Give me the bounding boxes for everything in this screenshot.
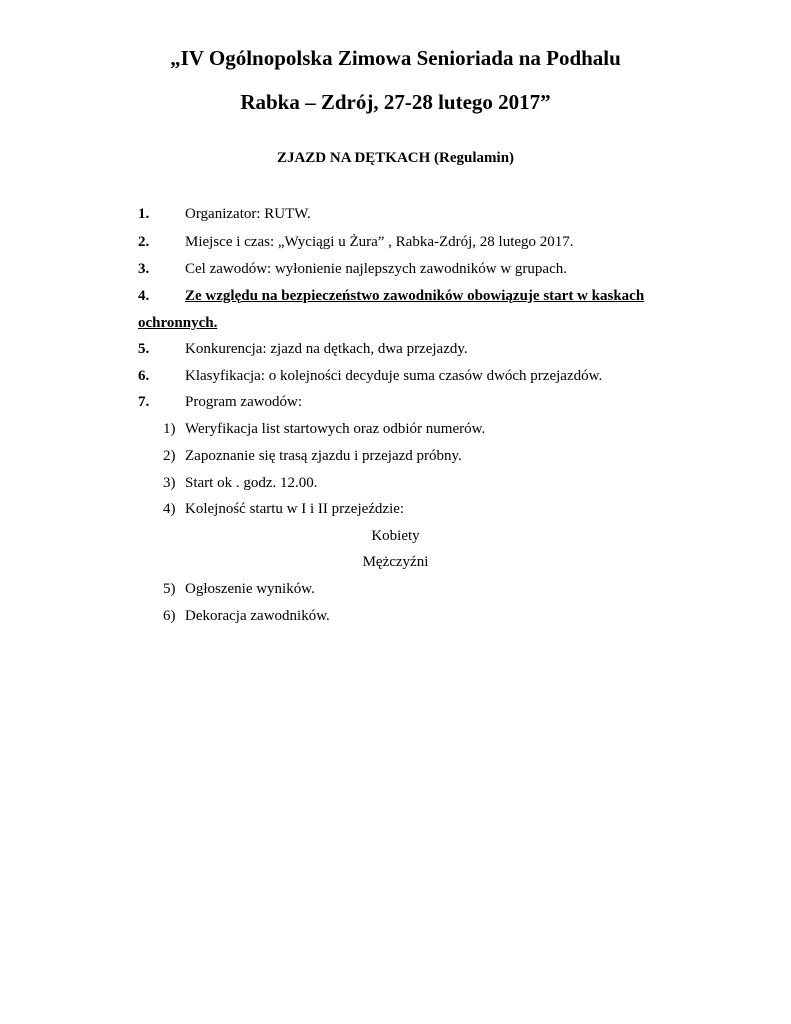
document-title-line2: Rabka – Zdrój, 27-28 lutego 2017” <box>240 90 551 114</box>
item-text: Organizator: RUTW. <box>185 206 311 222</box>
program-item-text: Kolejność startu w I i II przejeździe: <box>185 501 405 517</box>
program-item-number: 1) <box>163 421 176 437</box>
item-number: 6. <box>138 368 150 384</box>
item-number: 2. <box>138 234 150 250</box>
start-order-women: Kobiety <box>371 528 420 544</box>
program-item-number: 4) <box>163 501 176 517</box>
program-item-number: 2) <box>163 448 176 464</box>
program-item-text: Dekoracja zawodników. <box>185 608 330 624</box>
program-item-number: 3) <box>163 475 176 491</box>
item-text-safety-notice: Ze względu na bezpieczeństwo zawodników obowiązuje start w kaskach <box>185 288 645 304</box>
program-item-number: 5) <box>163 581 176 597</box>
program-item-text: Ogłoszenie wyników. <box>185 581 315 597</box>
item-text: Program zawodów: <box>185 394 303 410</box>
start-order-men: Mężczyźni <box>362 554 429 570</box>
item-number: 4. <box>138 288 150 304</box>
item-text: Miejsce i czas: „Wyciągi u Żura” , Rabka-Zdrój, 28 lutego 2017. <box>185 234 574 250</box>
program-item-text: Zapoznanie się trasą zjazdu i przejazd próbny. <box>185 448 462 464</box>
item-number: 5. <box>138 341 150 357</box>
program-item-text: Start ok . godz. 12.00. <box>185 475 318 491</box>
item-text-safety-notice-continuation: ochronnych. <box>138 315 218 331</box>
item-number: 7. <box>138 394 150 410</box>
program-item-text: Weryfikacja list startowych oraz odbiór numerów. <box>185 421 486 437</box>
item-text: Cel zawodów: wyłonienie najlepszych zawodników w grupach. <box>185 261 567 277</box>
item-text: Konkurencja: zjazd na dętkach, dwa przejazdy. <box>185 341 468 357</box>
document-subtitle: ZJAZD NA DĘTKACH (Regulamin) <box>276 150 515 166</box>
program-item-number: 6) <box>163 608 176 624</box>
item-number: 1. <box>138 206 150 222</box>
item-text: Klasyfikacja: o kolejności decyduje suma czasów dwóch przejazdów. <box>185 368 603 384</box>
item-number: 3. <box>138 261 150 277</box>
document-title-line1: „IV Ogólnopolska Zimowa Senioriada na Podhalu <box>170 46 621 70</box>
